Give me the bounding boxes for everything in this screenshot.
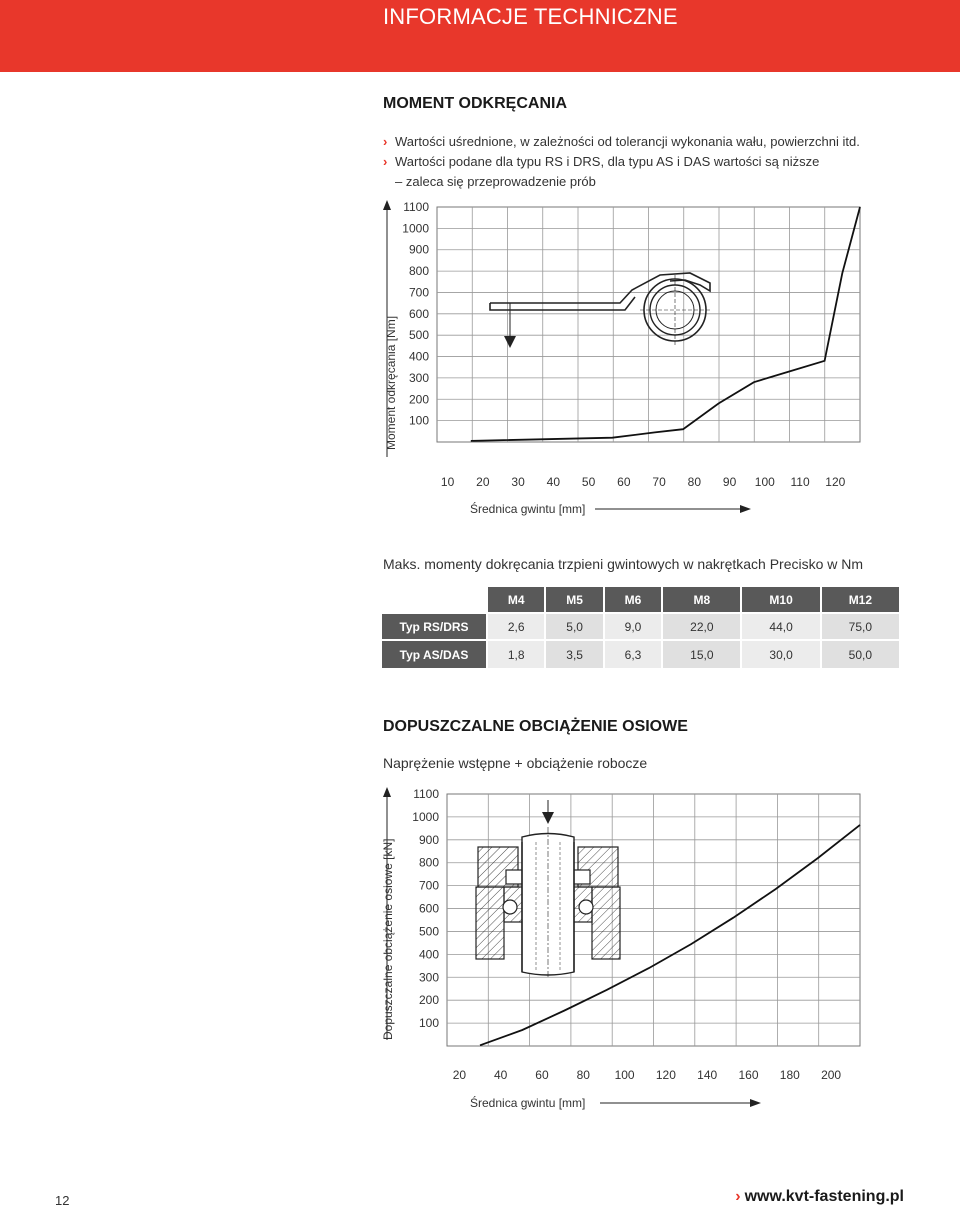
page-number: 12 <box>55 1193 70 1208</box>
x-tick-label: 60 <box>535 1068 549 1082</box>
x-axis-arrow-icon <box>750 1099 761 1107</box>
y-tick-label: 500 <box>408 328 429 343</box>
table-cell: 15,0 <box>661 641 740 668</box>
column-header: M10 <box>740 587 819 614</box>
x-tick-label: 40 <box>494 1068 508 1082</box>
table-header-row <box>382 587 899 614</box>
x-tick-label: 30 <box>511 475 525 489</box>
x-axis-arrow-icon <box>740 505 751 513</box>
y-tick-label: 900 <box>418 832 439 847</box>
table-row <box>382 614 899 641</box>
table-cell: 5,0 <box>544 614 602 641</box>
y-tick-label: 300 <box>418 970 439 985</box>
table-row <box>382 641 899 668</box>
y-tick-label: 800 <box>418 855 439 870</box>
x-tick-label: 120 <box>655 1068 676 1082</box>
y-tick-label: 600 <box>408 306 429 321</box>
y-axis-label: Dopuszczalne obciążenie osiowe [kN] <box>381 838 395 1040</box>
column-header: M12 <box>820 587 899 614</box>
row-label: Typ RS/DRS <box>382 614 486 641</box>
x-tick-label: 70 <box>652 475 666 489</box>
table-cell: 30,0 <box>740 641 819 668</box>
note-text: Wartości podane dla typu RS i DRS, dla typu AS i DAS wartości są niższe <box>395 154 820 169</box>
x-tick-label: 110 <box>790 475 810 489</box>
y-axis-arrow-icon <box>383 787 391 797</box>
y-tick-label: 300 <box>408 370 429 385</box>
x-tick-label: 180 <box>779 1068 800 1082</box>
y-tick-label: 1000 <box>412 809 439 824</box>
y-tick-label: 200 <box>418 993 439 1008</box>
y-axis-ticks <box>412 787 439 1030</box>
x-tick-label: 60 <box>617 475 631 489</box>
table-cell: 1,8 <box>486 641 544 668</box>
note-text: Wartości uśrednione, w zależności od tolerancji wykonania wału, powierzchni itd. <box>395 134 860 149</box>
hook-wrench-illustration <box>490 273 710 348</box>
x-tick-label: 10 <box>440 475 455 489</box>
y-axis-label: Moment odkręcania [Nm] <box>384 315 398 450</box>
x-tick-label: 20 <box>452 1068 467 1082</box>
table-cell: 3,5 <box>544 641 602 668</box>
x-tick-label: 120 <box>825 475 846 489</box>
x-axis-label: Średnica gwintu [mm] <box>470 502 586 516</box>
header-banner <box>0 0 960 72</box>
chevron-right-icon: › <box>735 1188 741 1205</box>
table-cell: 6,3 <box>603 641 661 668</box>
nut-cross-section-illustration <box>476 800 620 977</box>
y-tick-label: 1100 <box>403 200 429 214</box>
x-tick-label: 100 <box>614 1068 635 1082</box>
x-tick-label: 90 <box>722 475 737 489</box>
y-tick-label: 700 <box>418 878 439 893</box>
column-header: M8 <box>661 587 740 614</box>
chart-unscrewing-torque <box>370 195 890 530</box>
table-caption: Maks. momenty dokręcania trzpieni gwintowych w nakrętkach Precisko w Nm <box>383 556 864 572</box>
table-cell: 75,0 <box>820 614 899 641</box>
column-header: M6 <box>603 587 661 614</box>
x-tick-label: 20 <box>476 475 490 489</box>
x-axis-ticks <box>441 475 846 489</box>
table-cell: 2,6 <box>486 614 544 641</box>
y-tick-label: 900 <box>408 242 429 257</box>
y-axis-arrow-icon <box>383 200 391 210</box>
y-tick-label: 200 <box>408 392 429 407</box>
x-tick-label: 140 <box>697 1068 718 1082</box>
chevron-right-icon: › <box>383 154 388 169</box>
note-subtext: – zaleca się przeprowadzenie prób <box>395 174 596 189</box>
chart-axial-load <box>370 782 890 1122</box>
table-header-blank <box>382 587 486 614</box>
notes-list <box>383 132 943 192</box>
x-tick-label: 40 <box>546 475 561 489</box>
x-tick-label: 80 <box>576 1068 590 1082</box>
y-tick-label: 1100 <box>413 787 439 801</box>
x-axis-ticks <box>453 1068 842 1082</box>
x-tick-label: 80 <box>687 475 702 489</box>
note-item <box>383 172 943 192</box>
note-item <box>383 132 943 152</box>
section-title-unscrewing-torque: MOMENT ODKRĘCANIA <box>383 95 567 112</box>
x-axis-label: Średnica gwintu [mm] <box>470 1096 586 1110</box>
column-header: M4 <box>486 587 544 614</box>
chevron-right-icon: › <box>383 134 388 149</box>
column-header: M5 <box>544 587 602 614</box>
website-link[interactable]: www.kvt-fastening.pl <box>744 1188 904 1205</box>
x-tick-label: 50 <box>581 475 596 489</box>
y-tick-label: 600 <box>418 901 439 916</box>
x-tick-label: 200 <box>821 1068 842 1082</box>
tightening-torque-table <box>382 587 899 668</box>
y-tick-label: 400 <box>418 947 439 962</box>
series-line <box>471 207 860 441</box>
section-title-axial-load: DOPUSZCZALNE OBCIĄŻENIE OSIOWE <box>383 718 688 735</box>
y-tick-label: 1000 <box>402 221 429 236</box>
y-tick-label: 100 <box>418 1016 439 1031</box>
page-title: INFORMACJE TECHNICZNE <box>383 4 678 29</box>
table-cell: 50,0 <box>820 641 899 668</box>
note-item <box>383 152 943 172</box>
x-tick-label: 160 <box>738 1068 759 1082</box>
y-axis-ticks <box>402 200 429 428</box>
footer-website[interactable] <box>735 1188 904 1206</box>
y-tick-label: 400 <box>408 349 429 364</box>
table-cell: 22,0 <box>661 614 740 641</box>
table-cell: 9,0 <box>603 614 661 641</box>
section-subtitle: Naprężenie wstępne + obciążenie robocze <box>383 755 648 771</box>
row-label: Typ AS/DAS <box>382 641 486 668</box>
y-tick-label: 100 <box>408 413 429 428</box>
y-tick-label: 500 <box>418 924 439 939</box>
y-tick-label: 700 <box>408 285 429 300</box>
x-tick-label: 100 <box>754 475 775 489</box>
y-tick-label: 800 <box>408 264 429 279</box>
table-cell: 44,0 <box>740 614 819 641</box>
